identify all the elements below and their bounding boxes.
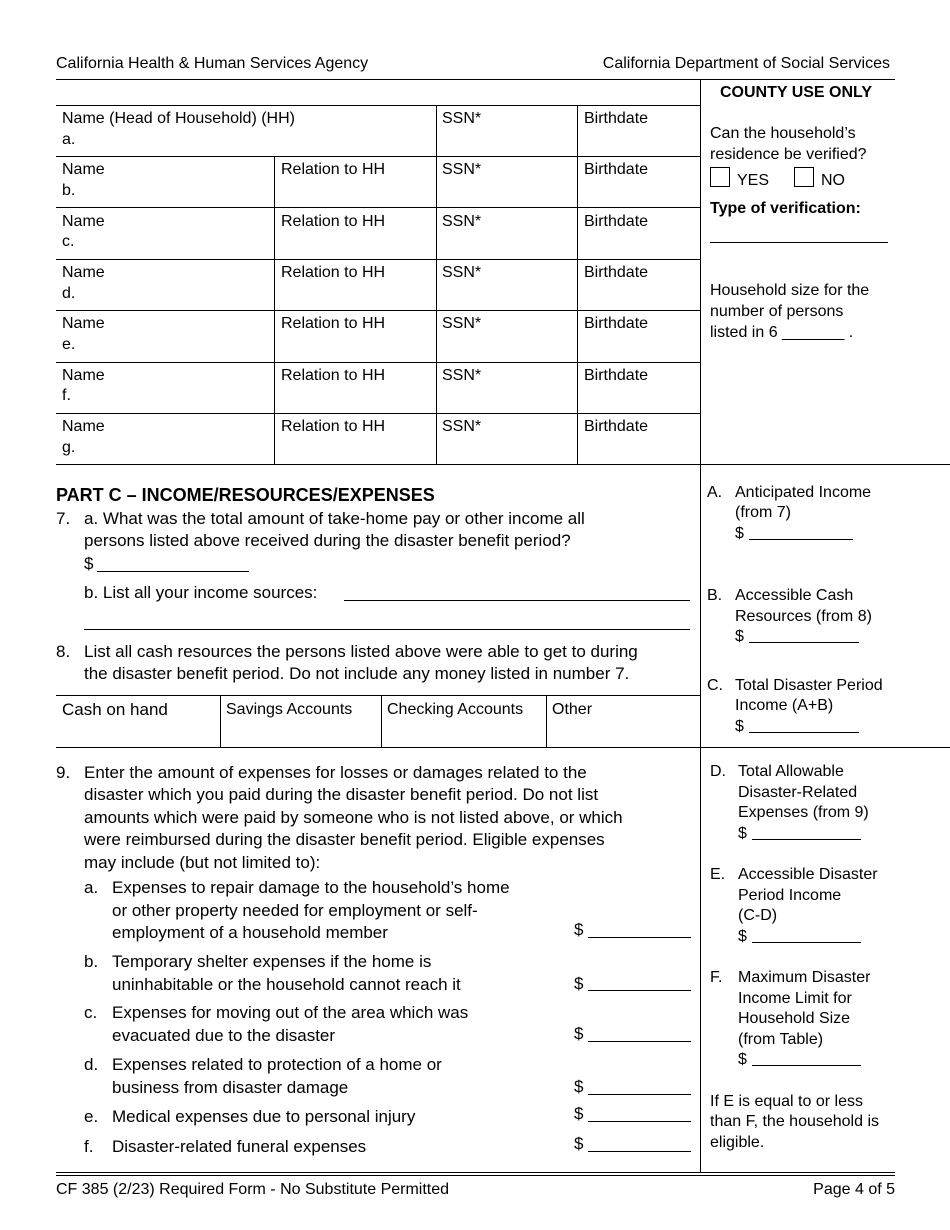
calc-label: (from Table) bbox=[738, 1031, 824, 1048]
note-text: than F, the household is bbox=[710, 1113, 880, 1130]
dollar-sign: $ bbox=[735, 628, 744, 645]
q7-number: 7. bbox=[56, 509, 71, 528]
q7a-text: a. What was the total amount of take-home pay or other income all bbox=[84, 509, 585, 528]
dollar-sign: $ bbox=[735, 525, 744, 542]
item-letter: a. bbox=[84, 878, 99, 897]
department-name: California Department of Social Services bbox=[602, 55, 890, 72]
q9-text-2: disaster which you paid during the disaster benefit period. Do not list bbox=[84, 785, 599, 804]
footer-rule bbox=[56, 1172, 895, 1173]
calc-label: (from 7) bbox=[735, 504, 791, 521]
relation-label: Relation to HH bbox=[281, 161, 386, 178]
dollar-sign: $ bbox=[574, 1134, 584, 1153]
item-letter: b. bbox=[84, 952, 99, 971]
calc-label: Disaster-Related bbox=[738, 784, 858, 801]
calc-label: (C-D) bbox=[738, 907, 778, 924]
expense-amount-field[interactable] bbox=[588, 937, 691, 938]
birthdate-label: Birthdate bbox=[584, 315, 649, 332]
ssn-label: SSN* bbox=[442, 264, 482, 281]
name-label: Name bbox=[62, 213, 105, 230]
name-label: Name bbox=[62, 264, 105, 281]
dollar-sign: $ bbox=[574, 1077, 584, 1096]
item-letter: f. bbox=[84, 1137, 94, 1156]
form-number: CF 385 (2/23) Required Form - No Substitute Permitted bbox=[56, 1181, 450, 1198]
part-c-title: PART C – INCOME/RESOURCES/EXPENSES bbox=[56, 485, 435, 505]
row-letter: d. bbox=[62, 285, 76, 302]
q8-number: 8. bbox=[56, 642, 71, 661]
birthdate-label: Birthdate bbox=[584, 213, 649, 230]
item-text: Expenses to repair damage to the household’s home bbox=[112, 878, 510, 897]
calc-label: Expenses (from 9) bbox=[738, 804, 869, 821]
item-text: Expenses for moving out of the area which was bbox=[112, 1003, 469, 1022]
row-letter: f. bbox=[62, 387, 71, 404]
calc-label: Total Allowable bbox=[738, 763, 844, 780]
birthdate-label: Birthdate bbox=[584, 418, 649, 435]
relation-label: Relation to HH bbox=[281, 264, 386, 281]
dollar-sign: $ bbox=[574, 920, 584, 939]
row-letter: a. bbox=[62, 131, 76, 148]
q9-text-5: may include (but not limited to): bbox=[84, 853, 321, 872]
household-size-label-2: number of persons bbox=[710, 303, 844, 320]
ssn-label: SSN* bbox=[442, 213, 482, 230]
q9-number: 9. bbox=[56, 763, 71, 782]
county-column-divider bbox=[700, 79, 701, 1172]
relation-label: Relation to HH bbox=[281, 367, 386, 384]
q7a-text-cont: persons listed above received during the disaster benefit period? bbox=[84, 531, 571, 550]
relation-label: Relation to HH bbox=[281, 213, 386, 230]
q7b-income-sources-field-2[interactable] bbox=[84, 629, 690, 630]
q7b-text: b. List all your income sources: bbox=[84, 583, 318, 602]
q7a-amount-field[interactable] bbox=[97, 571, 249, 572]
calc-letter: F. bbox=[710, 969, 723, 986]
expense-amount-field[interactable] bbox=[588, 1121, 691, 1122]
footer-rule-2 bbox=[56, 1175, 895, 1176]
expense-amount-field[interactable] bbox=[588, 990, 691, 991]
savings-accounts-label: Savings Accounts bbox=[226, 701, 353, 718]
expense-amount-field[interactable] bbox=[588, 1041, 691, 1042]
calc-label: Anticipated Income bbox=[735, 484, 872, 501]
ssn-label: SSN* bbox=[442, 110, 482, 127]
calc-letter: A. bbox=[707, 484, 723, 501]
q8-text: List all cash resources the persons listed above were able to get to during bbox=[84, 642, 638, 661]
item-letter: e. bbox=[84, 1107, 99, 1126]
q9-text-4: were reimbursed during the disaster benefit period. Eligible expenses bbox=[84, 830, 605, 849]
item-text: uninhabitable or the household cannot reach it bbox=[112, 975, 461, 994]
verification-type-field[interactable] bbox=[710, 242, 888, 243]
item-letter: c. bbox=[84, 1003, 98, 1022]
calc-label: Accessible Cash bbox=[735, 587, 854, 604]
q8-text-cont: the disaster benefit period. Do not include any money listed in number 7. bbox=[84, 664, 630, 683]
dollar-sign: $ bbox=[574, 1104, 584, 1123]
note-text: If E is equal to or less bbox=[710, 1093, 863, 1110]
q7b-income-sources-field[interactable] bbox=[344, 600, 690, 601]
ssn-label: SSN* bbox=[442, 418, 482, 435]
relation-label: Relation to HH bbox=[281, 315, 386, 332]
item-text: Temporary shelter expenses if the home is bbox=[112, 952, 432, 971]
dollar-sign: $ bbox=[574, 974, 584, 993]
q9-text: Enter the amount of expenses for losses or damages related to the bbox=[84, 763, 587, 782]
no-checkbox[interactable] bbox=[794, 167, 814, 187]
name-label: Name bbox=[62, 418, 105, 435]
calc-label: Resources (from 8) bbox=[735, 608, 872, 625]
item-text: evacuated due to the disaster bbox=[112, 1026, 336, 1045]
calc-letter: C. bbox=[707, 677, 723, 694]
residence-question: Can the household’s bbox=[710, 125, 856, 142]
item-text: employment of a household member bbox=[112, 923, 388, 942]
dollar-sign: $ bbox=[738, 928, 747, 945]
agency-name: California Health & Human Services Agency bbox=[56, 55, 369, 72]
calc-label: Household Size bbox=[738, 1010, 851, 1027]
header-rule bbox=[56, 79, 895, 80]
calc-letter: E. bbox=[710, 866, 726, 883]
item-text: Medical expenses due to personal injury bbox=[112, 1107, 416, 1126]
anticipated-income-field[interactable] bbox=[749, 539, 853, 540]
item-text: or other property needed for employment or self- bbox=[112, 901, 478, 920]
calc-label: Total Disaster Period bbox=[735, 677, 883, 694]
note-text: eligible. bbox=[710, 1134, 765, 1151]
county-use-title: COUNTY USE ONLY bbox=[719, 84, 873, 101]
household-size-label-3[interactable]: listed in 6 _______ . bbox=[710, 324, 854, 341]
birthdate-label: Birthdate bbox=[584, 264, 649, 281]
cash-on-hand-label: Cash on hand bbox=[62, 700, 168, 719]
calc-label: Accessible Disaster bbox=[738, 866, 878, 883]
dollar-sign: $ bbox=[735, 718, 744, 735]
row-letter: e. bbox=[62, 336, 76, 353]
no-label: NO bbox=[821, 172, 845, 189]
calc-letter: D. bbox=[710, 763, 726, 780]
verification-type-label: Type of verification: bbox=[710, 200, 861, 217]
page-number: Page 4 of 5 bbox=[813, 1181, 895, 1198]
item-letter: d. bbox=[84, 1055, 99, 1074]
birthdate-label: Birthdate bbox=[584, 110, 649, 127]
calc-label: Period Income bbox=[738, 887, 842, 904]
calc-letter: B. bbox=[707, 587, 723, 604]
household-size-label: Household size for the bbox=[710, 282, 870, 299]
item-text: Expenses related to protection of a home or bbox=[112, 1055, 442, 1074]
q9-text-3: amounts which were paid by someone who is not listed above, or which bbox=[84, 808, 623, 827]
calc-label: Income Limit for bbox=[738, 990, 852, 1007]
ssn-label: SSN* bbox=[442, 161, 482, 178]
name-label: Name bbox=[62, 315, 105, 332]
ssn-label: SSN* bbox=[442, 315, 482, 332]
relation-label: Relation to HH bbox=[281, 418, 386, 435]
total-income-field[interactable] bbox=[749, 732, 859, 733]
other-resources-label: Other bbox=[552, 701, 593, 718]
row-letter: c. bbox=[62, 233, 75, 250]
dollar-sign: $ bbox=[738, 825, 747, 842]
cash-resources-field[interactable] bbox=[749, 642, 859, 643]
residence-question-cont: residence be verified? bbox=[710, 146, 867, 163]
expense-amount-field[interactable] bbox=[588, 1094, 691, 1095]
item-text: business from disaster damage bbox=[112, 1078, 349, 1097]
allowable-expenses-field[interactable] bbox=[752, 839, 861, 840]
accessible-income-field[interactable] bbox=[752, 942, 861, 943]
row-letter: b. bbox=[62, 182, 76, 199]
birthdate-label: Birthdate bbox=[584, 161, 649, 178]
name-label: Name (Head of Household) (HH) bbox=[62, 110, 295, 127]
yes-label: YES bbox=[737, 172, 770, 189]
calc-label: Income (A+B) bbox=[735, 697, 834, 714]
item-text: Disaster-related funeral expenses bbox=[112, 1137, 367, 1156]
q7a-dollar: $ bbox=[84, 554, 94, 573]
name-label: Name bbox=[62, 161, 105, 178]
checking-accounts-label: Checking Accounts bbox=[387, 701, 524, 718]
expense-amount-field[interactable] bbox=[588, 1151, 691, 1152]
birthdate-label: Birthdate bbox=[584, 367, 649, 384]
income-limit-field[interactable] bbox=[752, 1065, 861, 1066]
row-letter: g. bbox=[62, 439, 76, 456]
yes-checkbox[interactable] bbox=[710, 167, 730, 187]
name-label: Name bbox=[62, 367, 105, 384]
calc-label: Maximum Disaster bbox=[738, 969, 871, 986]
ssn-label: SSN* bbox=[442, 367, 482, 384]
dollar-sign: $ bbox=[738, 1051, 747, 1068]
dollar-sign: $ bbox=[574, 1024, 584, 1043]
